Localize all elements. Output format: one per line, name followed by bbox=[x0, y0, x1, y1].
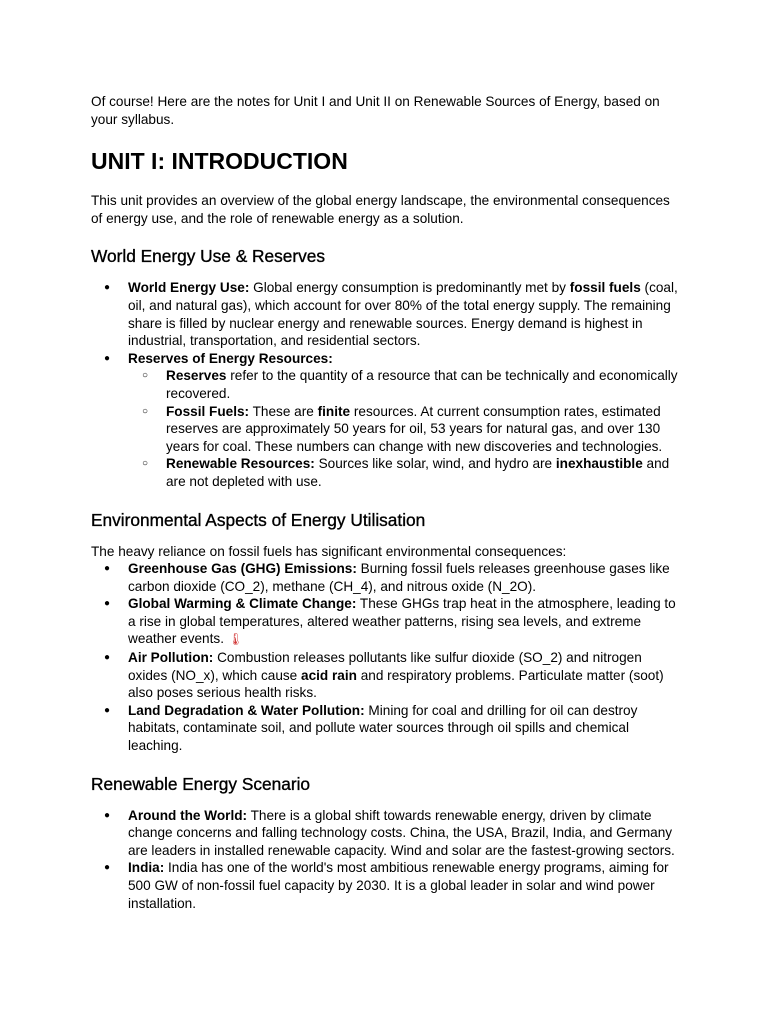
item-text: (coal, oil, and natural gas), which account for over 80% of the total energy supply. The remaining share is filled by nuclear energy and renewable sources. Energy demand is highest in industrial, transportation, and residential sectors. bbox=[128, 280, 678, 349]
list-item-around-the-world bbox=[91, 807, 682, 860]
item-emphasis: inexhaustible bbox=[555, 456, 643, 472]
item-text: and respiratory problems. Particulate matter (soot) also poses serious health risks. bbox=[128, 667, 664, 701]
item-text: Sources like solar, wind, and hydro are bbox=[314, 456, 556, 472]
reserves-sublist bbox=[128, 367, 682, 490]
item-label: Around the World: bbox=[128, 807, 248, 823]
scenario-list bbox=[91, 807, 682, 913]
item-text: refer to the quantity of a resource that can be technically and economically recovered. bbox=[166, 368, 678, 401]
sublist-item-renewable-resources bbox=[128, 455, 682, 490]
thermometer-icon: 🌡 bbox=[227, 632, 244, 647]
item-text: Combustion releases pollutants like sulfur dioxide (SO_2) and nitrogen oxides (NO_x), which cause bbox=[128, 650, 642, 683]
item-label: Fossil Fuels: bbox=[166, 403, 250, 419]
item-emphasis: finite bbox=[317, 403, 351, 419]
unit-title: UNIT I: INTRODUCTION bbox=[91, 148, 348, 175]
section-heading-renewable-scenario: Renewable Energy Scenario bbox=[91, 773, 311, 794]
list-item-air-pollution bbox=[91, 649, 682, 702]
list-item-world-energy-use bbox=[91, 279, 682, 349]
list-item-ghg-emissions bbox=[91, 560, 682, 595]
item-text: Global energy consumption is predominantly met by bbox=[249, 280, 570, 296]
environment-intro-paragraph: The heavy reliance on fossil fuels has significant environmental consequences: bbox=[91, 543, 567, 559]
item-text: Mining for coal and drilling for oil can destroy habitats, contaminate soil, and pollute water sources through oil spills and chemical leaching. bbox=[128, 702, 638, 754]
item-text: There is a global shift towards renewable energy, driven by climate change concerns and falling technology costs. China, the USA, Brazil, India, and Germany are leaders in installed renewable capacity. Wind and solar are the fastest-growing sectors. bbox=[128, 807, 675, 858]
item-label: World Energy Use: bbox=[128, 280, 250, 296]
item-label: Renewable Resources: bbox=[166, 456, 315, 472]
item-text: and are not depleted with use. bbox=[166, 456, 670, 489]
world-energy-list bbox=[91, 279, 682, 490]
section-heading-environmental-aspects: Environmental Aspects of Energy Utilisation bbox=[91, 509, 426, 530]
list-item-reserves bbox=[91, 350, 682, 491]
item-emphasis: acid rain bbox=[301, 667, 357, 683]
item-text: resources. At current consumption rates, estimated reserves are approximately 50 years for oil, 53 years for natural gas, and over 130 years for coal. These numbers can change with new discoveries and technologies. bbox=[166, 403, 663, 454]
intro-paragraph: Of course! Here are the notes for Unit I and Unit II on Renewable Sources of Energy, based on your syllabus. bbox=[91, 94, 660, 127]
list-item-global-warming bbox=[91, 595, 682, 649]
item-label: Reserves bbox=[166, 368, 227, 384]
sublist-item-fossil-fuels bbox=[128, 403, 682, 456]
list-item-india bbox=[91, 859, 682, 912]
item-label: India: bbox=[128, 860, 165, 876]
item-label: Land Degradation & Water Pollution: bbox=[128, 702, 365, 718]
item-text: Burning fossil fuels releases greenhouse gases like carbon dioxide (CO_2), methane (CH_4), and nitrous oxide (N_2O). bbox=[128, 561, 670, 594]
item-label: Reserves of Energy Resources: bbox=[128, 350, 333, 366]
list-item-land-water-pollution bbox=[91, 702, 682, 755]
unit-intro-paragraph: This unit provides an overview of the global energy landscape, the environmental consequences of energy use, and the role of renewable energy as a solution. bbox=[91, 193, 670, 226]
environment-list bbox=[91, 560, 682, 755]
sublist-item-reserves-definition bbox=[128, 367, 682, 402]
item-label: Greenhouse Gas (GHG) Emissions: bbox=[128, 561, 357, 577]
section-heading-world-energy: World Energy Use & Reserves bbox=[91, 246, 326, 267]
item-label: Air Pollution: bbox=[128, 650, 214, 666]
item-label: Global Warming & Climate Change: bbox=[128, 596, 357, 612]
item-text: These are bbox=[249, 403, 318, 419]
item-text: India has one of the world's most ambitious renewable energy programs, aiming for 500 GW of non-fossil fuel capacity by 2030. It is a global leader in solar and wind power installation. bbox=[128, 860, 669, 911]
item-text: These GHGs trap heat in the atmosphere, leading to a rise in global temperatures, altered weather patterns, rising sea levels, and extreme weather events. bbox=[128, 596, 676, 647]
item-emphasis: fossil fuels bbox=[569, 280, 641, 296]
